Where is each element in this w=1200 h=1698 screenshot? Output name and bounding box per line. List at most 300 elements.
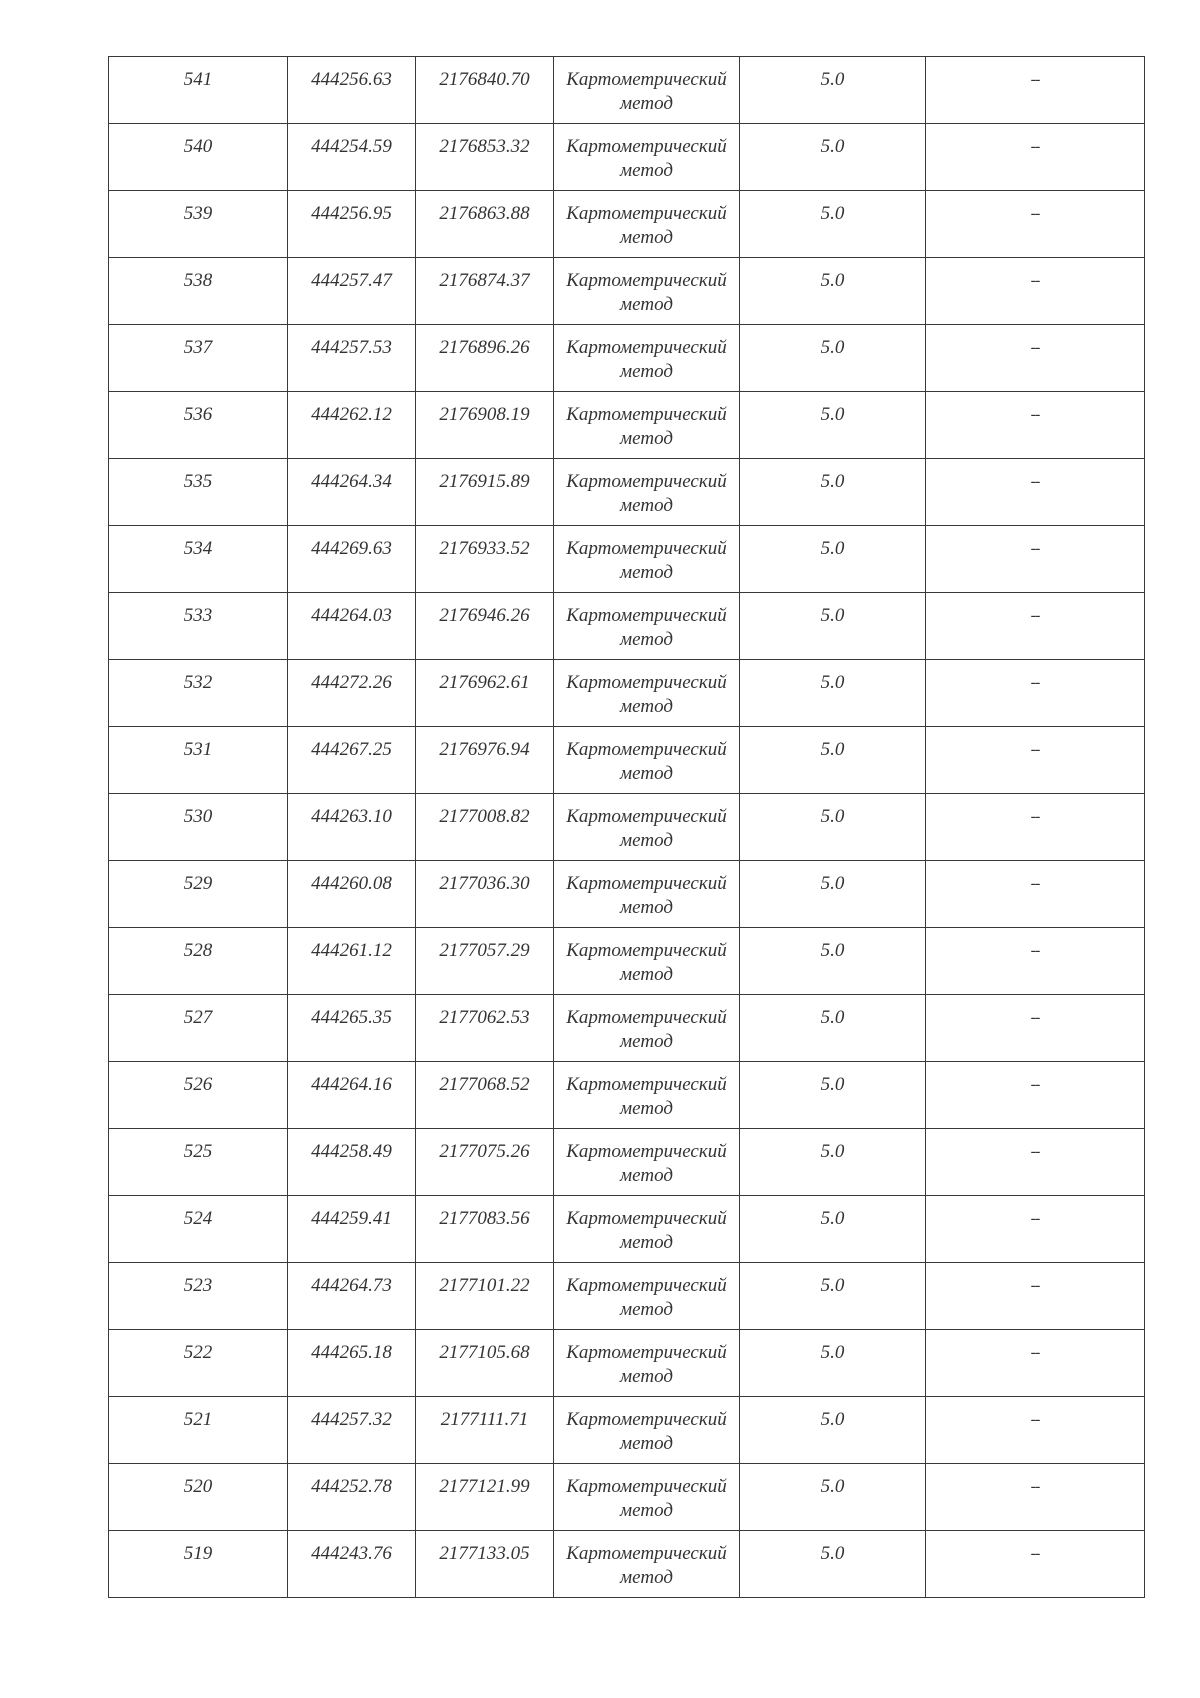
method-line-2: метод	[620, 361, 673, 382]
method-cell	[554, 995, 740, 1062]
x-coordinate: 444265.18	[311, 1342, 392, 1363]
x-coordinate: 444262.12	[311, 404, 392, 425]
x-coordinate: 444258.49	[311, 1141, 392, 1162]
method-line-2: метод	[620, 495, 673, 516]
description-value-cell	[926, 727, 1145, 794]
y-coordinate: 2177008.82	[439, 806, 530, 827]
y-coordinate: 2177101.22	[439, 1275, 530, 1296]
table-row	[109, 1062, 1145, 1129]
method-cell	[554, 1531, 740, 1598]
y-coordinate: 2177083.56	[439, 1208, 530, 1229]
method-line-1: Картометрический	[566, 1476, 727, 1497]
coordinates-table	[108, 56, 1145, 1598]
point-number-cell	[109, 124, 288, 191]
point-number-cell	[109, 1397, 288, 1464]
accuracy-value-cell	[740, 1531, 926, 1598]
x-coordinate: 444267.25	[311, 739, 392, 760]
method-line-1: Картометрический	[566, 1007, 727, 1028]
method-cell	[554, 57, 740, 124]
accuracy-value-cell	[740, 459, 926, 526]
point-number-cell	[109, 1464, 288, 1531]
x-coordinate: 444259.41	[311, 1208, 392, 1229]
accuracy-value: 5.0	[820, 672, 845, 693]
point-number: 538	[183, 270, 213, 291]
y-coordinate-cell	[416, 1330, 554, 1397]
x-coordinate-cell	[288, 191, 416, 258]
x-coordinate-cell	[288, 1196, 416, 1263]
description-value-cell	[926, 191, 1145, 258]
method-line-1: Картометрический	[566, 605, 727, 626]
x-coordinate: 444257.53	[311, 337, 392, 358]
method-text	[554, 1464, 739, 1523]
y-coordinate: 2176962.61	[439, 672, 530, 693]
accuracy-value-cell	[740, 1464, 926, 1531]
method-cell	[554, 1062, 740, 1129]
table-row	[109, 660, 1145, 727]
accuracy-value-cell	[740, 794, 926, 861]
y-coordinate-cell	[416, 928, 554, 995]
accuracy-value: 5.0	[820, 1141, 845, 1162]
method-cell	[554, 794, 740, 861]
y-coordinate: 2177111.71	[440, 1409, 529, 1430]
description-value-cell	[926, 794, 1145, 861]
x-coordinate: 444260.08	[311, 873, 392, 894]
table-row	[109, 928, 1145, 995]
accuracy-value: 5.0	[820, 471, 845, 492]
point-number: 539	[183, 203, 213, 224]
method-text	[554, 1263, 739, 1322]
method-cell	[554, 1196, 740, 1263]
accuracy-value: 5.0	[820, 337, 845, 358]
table-row	[109, 191, 1145, 258]
description-value-cell	[926, 124, 1145, 191]
y-coordinate-cell	[416, 861, 554, 928]
y-coordinate-cell	[416, 660, 554, 727]
description-value: --	[1030, 272, 1040, 289]
point-number-cell	[109, 1531, 288, 1598]
method-cell	[554, 1464, 740, 1531]
description-value-cell	[926, 995, 1145, 1062]
point-number-cell	[109, 191, 288, 258]
y-coordinate-cell	[416, 1397, 554, 1464]
method-line-2: метод	[620, 629, 673, 650]
description-value-cell	[926, 258, 1145, 325]
description-value: --	[1030, 1344, 1040, 1361]
table-row	[109, 258, 1145, 325]
y-coordinate: 2176853.32	[439, 136, 530, 157]
y-coordinate-cell	[416, 995, 554, 1062]
accuracy-value: 5.0	[820, 1275, 845, 1296]
method-cell	[554, 660, 740, 727]
description-value: --	[1030, 339, 1040, 356]
x-coordinate-cell	[288, 392, 416, 459]
point-number: 522	[183, 1342, 213, 1363]
y-coordinate-cell	[416, 1062, 554, 1129]
description-value-cell	[926, 325, 1145, 392]
method-line-2: метод	[620, 1567, 673, 1588]
x-coordinate: 444256.95	[311, 203, 392, 224]
description-value: --	[1030, 1545, 1040, 1562]
method-line-1: Картометрический	[566, 739, 727, 760]
accuracy-value: 5.0	[820, 1074, 845, 1095]
description-value-cell	[926, 1062, 1145, 1129]
y-coordinate: 2176874.37	[439, 270, 530, 291]
method-text	[554, 660, 739, 719]
x-coordinate: 444264.34	[311, 471, 392, 492]
accuracy-value: 5.0	[820, 1476, 845, 1497]
y-coordinate: 2177133.05	[439, 1543, 530, 1564]
method-line-2: метод	[620, 763, 673, 784]
y-coordinate-cell	[416, 794, 554, 861]
method-text	[554, 124, 739, 183]
point-number: 525	[183, 1141, 213, 1162]
method-line-2: метод	[620, 1433, 673, 1454]
x-coordinate: 444264.03	[311, 605, 392, 626]
method-line-1: Картометрический	[566, 1275, 727, 1296]
method-text	[554, 593, 739, 652]
method-cell	[554, 526, 740, 593]
table-row	[109, 325, 1145, 392]
y-coordinate: 2177036.30	[439, 873, 530, 894]
y-coordinate-cell	[416, 57, 554, 124]
table-row	[109, 1263, 1145, 1330]
y-coordinate: 2176915.89	[439, 471, 530, 492]
method-line-2: метод	[620, 227, 673, 248]
method-line-2: метод	[620, 1165, 673, 1186]
accuracy-value-cell	[740, 191, 926, 258]
point-number-cell	[109, 57, 288, 124]
description-value-cell	[926, 392, 1145, 459]
point-number: 540	[183, 136, 213, 157]
x-coordinate: 444263.10	[311, 806, 392, 827]
description-value-cell	[926, 861, 1145, 928]
x-coordinate-cell	[288, 258, 416, 325]
method-line-1: Картометрический	[566, 538, 727, 559]
method-line-1: Картометрический	[566, 1543, 727, 1564]
point-number: 520	[183, 1476, 213, 1497]
description-value: --	[1030, 875, 1040, 892]
description-value: --	[1030, 473, 1040, 490]
method-text	[554, 57, 739, 116]
table-row	[109, 861, 1145, 928]
table-row	[109, 1129, 1145, 1196]
method-line-1: Картометрический	[566, 1141, 727, 1162]
accuracy-value: 5.0	[820, 806, 845, 827]
point-number-cell	[109, 1196, 288, 1263]
accuracy-value: 5.0	[820, 1208, 845, 1229]
method-cell	[554, 1397, 740, 1464]
method-line-2: метод	[620, 562, 673, 583]
y-coordinate-cell	[416, 1263, 554, 1330]
x-coordinate-cell	[288, 727, 416, 794]
accuracy-value: 5.0	[820, 1342, 845, 1363]
point-number: 524	[183, 1208, 213, 1229]
method-text	[554, 727, 739, 786]
y-coordinate: 2177121.99	[439, 1476, 530, 1497]
method-line-1: Картометрический	[566, 404, 727, 425]
accuracy-value: 5.0	[820, 605, 845, 626]
description-value: --	[1030, 540, 1040, 557]
x-coordinate-cell	[288, 1397, 416, 1464]
y-coordinate-cell	[416, 526, 554, 593]
method-line-2: метод	[620, 1232, 673, 1253]
x-coordinate: 444257.47	[311, 270, 392, 291]
method-text	[554, 526, 739, 585]
method-line-2: метод	[620, 696, 673, 717]
y-coordinate-cell	[416, 1531, 554, 1598]
x-coordinate: 444254.59	[311, 136, 392, 157]
point-number: 537	[183, 337, 213, 358]
method-cell	[554, 861, 740, 928]
method-line-1: Картометрический	[566, 672, 727, 693]
method-text	[554, 1531, 739, 1590]
method-cell	[554, 928, 740, 995]
accuracy-value: 5.0	[820, 940, 845, 961]
description-value-cell	[926, 1531, 1145, 1598]
x-coordinate-cell	[288, 526, 416, 593]
method-line-2: метод	[620, 428, 673, 449]
method-cell	[554, 593, 740, 660]
method-line-1: Картометрический	[566, 203, 727, 224]
table-row	[109, 794, 1145, 861]
point-number: 519	[183, 1543, 213, 1564]
point-number-cell	[109, 392, 288, 459]
accuracy-value-cell	[740, 526, 926, 593]
method-text	[554, 1330, 739, 1389]
description-value: --	[1030, 138, 1040, 155]
accuracy-value-cell	[740, 325, 926, 392]
x-coordinate-cell	[288, 325, 416, 392]
x-coordinate: 444256.63	[311, 69, 392, 90]
x-coordinate-cell	[288, 1330, 416, 1397]
accuracy-value: 5.0	[820, 136, 845, 157]
x-coordinate-cell	[288, 1531, 416, 1598]
y-coordinate-cell	[416, 392, 554, 459]
x-coordinate: 444243.76	[311, 1543, 392, 1564]
method-cell	[554, 325, 740, 392]
accuracy-value: 5.0	[820, 538, 845, 559]
x-coordinate-cell	[288, 794, 416, 861]
description-value-cell	[926, 57, 1145, 124]
description-value: --	[1030, 1277, 1040, 1294]
method-line-1: Картометрический	[566, 1208, 727, 1229]
point-number-cell	[109, 1263, 288, 1330]
point-number: 531	[183, 739, 213, 760]
x-coordinate: 444269.63	[311, 538, 392, 559]
y-coordinate-cell	[416, 459, 554, 526]
accuracy-value: 5.0	[820, 873, 845, 894]
description-value-cell	[926, 526, 1145, 593]
y-coordinate: 2176976.94	[439, 739, 530, 760]
method-line-2: метод	[620, 160, 673, 181]
y-coordinate: 2176896.26	[439, 337, 530, 358]
accuracy-value: 5.0	[820, 404, 845, 425]
description-value-cell	[926, 1397, 1145, 1464]
point-number-cell	[109, 593, 288, 660]
accuracy-value-cell	[740, 660, 926, 727]
accuracy-value: 5.0	[820, 1543, 845, 1564]
x-coordinate-cell	[288, 57, 416, 124]
method-line-1: Картометрический	[566, 136, 727, 157]
accuracy-value-cell	[740, 392, 926, 459]
x-coordinate-cell	[288, 124, 416, 191]
point-number: 541	[183, 69, 213, 90]
description-value: --	[1030, 1076, 1040, 1093]
x-coordinate-cell	[288, 995, 416, 1062]
x-coordinate-cell	[288, 660, 416, 727]
accuracy-value-cell	[740, 861, 926, 928]
method-line-2: метод	[620, 1500, 673, 1521]
point-number-cell	[109, 660, 288, 727]
point-number-cell	[109, 861, 288, 928]
description-value: --	[1030, 1411, 1040, 1428]
method-line-1: Картометрический	[566, 270, 727, 291]
method-text	[554, 1196, 739, 1255]
description-value-cell	[926, 660, 1145, 727]
table-row	[109, 124, 1145, 191]
accuracy-value-cell	[740, 258, 926, 325]
method-line-1: Картометрический	[566, 1409, 727, 1430]
method-cell	[554, 459, 740, 526]
point-number: 535	[183, 471, 213, 492]
method-line-1: Картометрический	[566, 69, 727, 90]
x-coordinate: 444265.35	[311, 1007, 392, 1028]
x-coordinate-cell	[288, 1263, 416, 1330]
method-text	[554, 1129, 739, 1188]
method-text	[554, 1397, 739, 1456]
point-number: 529	[183, 873, 213, 894]
accuracy-value: 5.0	[820, 69, 845, 90]
y-coordinate: 2177057.29	[439, 940, 530, 961]
method-text	[554, 191, 739, 250]
y-coordinate-cell	[416, 1196, 554, 1263]
point-number: 526	[183, 1074, 213, 1095]
accuracy-value-cell	[740, 928, 926, 995]
y-coordinate: 2176863.88	[439, 203, 530, 224]
accuracy-value-cell	[740, 1330, 926, 1397]
point-number: 534	[183, 538, 213, 559]
accuracy-value-cell	[740, 727, 926, 794]
description-value: --	[1030, 1210, 1040, 1227]
y-coordinate: 2176933.52	[439, 538, 530, 559]
method-line-2: метод	[620, 1031, 673, 1052]
method-line-2: метод	[620, 964, 673, 985]
accuracy-value-cell	[740, 593, 926, 660]
x-coordinate: 444272.26	[311, 672, 392, 693]
y-coordinate-cell	[416, 1464, 554, 1531]
accuracy-value-cell	[740, 1397, 926, 1464]
accuracy-value: 5.0	[820, 739, 845, 760]
method-text	[554, 392, 739, 451]
method-text	[554, 459, 739, 518]
table-row	[109, 1330, 1145, 1397]
accuracy-value: 5.0	[820, 203, 845, 224]
y-coordinate-cell	[416, 124, 554, 191]
accuracy-value-cell	[740, 124, 926, 191]
method-line-2: метод	[620, 1299, 673, 1320]
method-cell	[554, 1330, 740, 1397]
description-value-cell	[926, 928, 1145, 995]
method-line-2: метод	[620, 830, 673, 851]
point-number-cell	[109, 258, 288, 325]
x-coordinate-cell	[288, 593, 416, 660]
accuracy-value: 5.0	[820, 270, 845, 291]
accuracy-value-cell	[740, 1196, 926, 1263]
x-coordinate-cell	[288, 928, 416, 995]
y-coordinate-cell	[416, 258, 554, 325]
description-value: --	[1030, 808, 1040, 825]
coordinates-table-body	[109, 57, 1145, 1598]
table-row	[109, 1464, 1145, 1531]
y-coordinate-cell	[416, 593, 554, 660]
table-row	[109, 459, 1145, 526]
method-line-1: Картометрический	[566, 337, 727, 358]
method-line-1: Картометрический	[566, 1074, 727, 1095]
description-value: --	[1030, 406, 1040, 423]
y-coordinate: 2176908.19	[439, 404, 530, 425]
point-number-cell	[109, 1330, 288, 1397]
point-number-cell	[109, 794, 288, 861]
description-value-cell	[926, 593, 1145, 660]
description-value: --	[1030, 942, 1040, 959]
point-number: 528	[183, 940, 213, 961]
y-coordinate: 2177075.26	[439, 1141, 530, 1162]
method-text	[554, 258, 739, 317]
x-coordinate: 444252.78	[311, 1476, 392, 1497]
point-number: 527	[183, 1007, 213, 1028]
point-number-cell	[109, 1062, 288, 1129]
y-coordinate-cell	[416, 191, 554, 258]
accuracy-value: 5.0	[820, 1007, 845, 1028]
method-line-1: Картометрический	[566, 806, 727, 827]
point-number: 533	[183, 605, 213, 626]
method-cell	[554, 1129, 740, 1196]
y-coordinate-cell	[416, 727, 554, 794]
table-row	[109, 995, 1145, 1062]
x-coordinate: 444264.73	[311, 1275, 392, 1296]
method-text	[554, 928, 739, 987]
table-row	[109, 1531, 1145, 1598]
table-row	[109, 593, 1145, 660]
accuracy-value-cell	[740, 1062, 926, 1129]
method-line-2: метод	[620, 1366, 673, 1387]
accuracy-value: 5.0	[820, 1409, 845, 1430]
method-cell	[554, 191, 740, 258]
x-coordinate: 444264.16	[311, 1074, 392, 1095]
x-coordinate-cell	[288, 1062, 416, 1129]
point-number-cell	[109, 928, 288, 995]
description-value: --	[1030, 205, 1040, 222]
table-row	[109, 526, 1145, 593]
accuracy-value-cell	[740, 995, 926, 1062]
accuracy-value-cell	[740, 1129, 926, 1196]
description-value-cell	[926, 1330, 1145, 1397]
table-row	[109, 727, 1145, 794]
accuracy-value-cell	[740, 1263, 926, 1330]
x-coordinate-cell	[288, 459, 416, 526]
point-number-cell	[109, 995, 288, 1062]
description-value-cell	[926, 1129, 1145, 1196]
method-text	[554, 325, 739, 384]
method-cell	[554, 727, 740, 794]
y-coordinate-cell	[416, 325, 554, 392]
table-row	[109, 392, 1145, 459]
method-text	[554, 1062, 739, 1121]
method-cell	[554, 392, 740, 459]
method-cell	[554, 258, 740, 325]
point-number: 536	[183, 404, 213, 425]
x-coordinate-cell	[288, 861, 416, 928]
